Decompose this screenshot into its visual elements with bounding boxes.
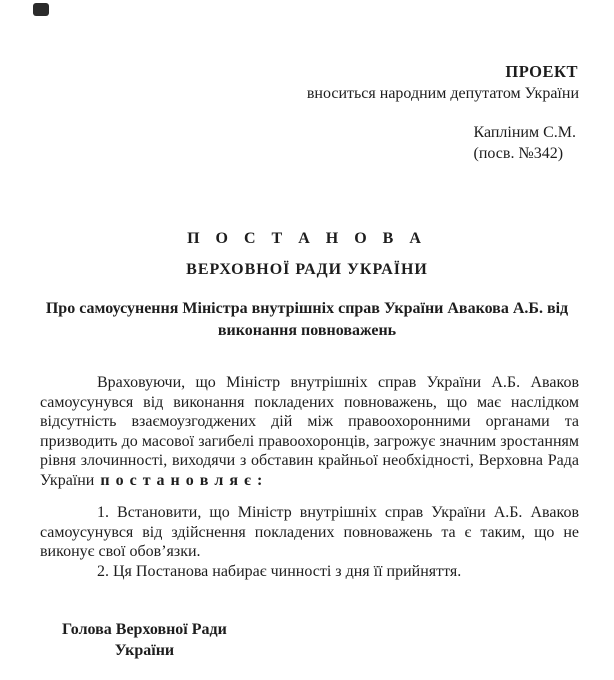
submitted-by-line: вноситься народним депутатом України bbox=[306, 85, 579, 102]
signature-block bbox=[62, 619, 227, 661]
signature-line-1: Голова Верховної Ради bbox=[62, 621, 227, 638]
draft-label: ПРОЕКТ bbox=[505, 62, 578, 81]
author-block bbox=[474, 122, 577, 164]
preamble-text: Враховуючи, що Міністр внутрішніх справ України А.Б. Аваков самоусунувся від виконання покладених повноважень, що має наслідком відсутність взаємоузгоджених дій між правоохоронними органами та призводить до масової загибелі правоохоронців, загрожує значним зростанням рівня злочинності, виходячи з обставин крайньої необхідності, Верховна Рада України bbox=[40, 374, 579, 489]
issuing-body-title: ВЕРХОВНОЇ РАДИ УКРАЇНИ bbox=[186, 261, 428, 278]
document-header bbox=[0, 0, 614, 164]
clause-1: 1. Встановити, що Міністр внутрішніх справ України А.Б. Аваков самоусунувся від здійснення покладених повноважень та є таким, що не виконує свої обов’язки. bbox=[40, 504, 579, 560]
clause-2: 2. Ця Постанова набирає чинності з дня її прийняття. bbox=[97, 562, 462, 580]
doc-type-title: П О С Т А Н О В А bbox=[187, 230, 427, 247]
deputy-name: Капліним С.М. bbox=[473, 124, 576, 141]
deputy-credential: (посв. №342) bbox=[473, 145, 564, 162]
author-block-wrap bbox=[0, 122, 614, 164]
subject-title: Про самоусунення Міністра внутрішніх справ України Авакова А.Б. від виконання повноважень bbox=[45, 300, 569, 339]
preamble-paragraph bbox=[40, 373, 579, 490]
resolves-label: п о с т а н о в л я є : bbox=[100, 471, 264, 489]
signature-line-2: України bbox=[114, 642, 175, 659]
corner-mark bbox=[33, 3, 49, 16]
